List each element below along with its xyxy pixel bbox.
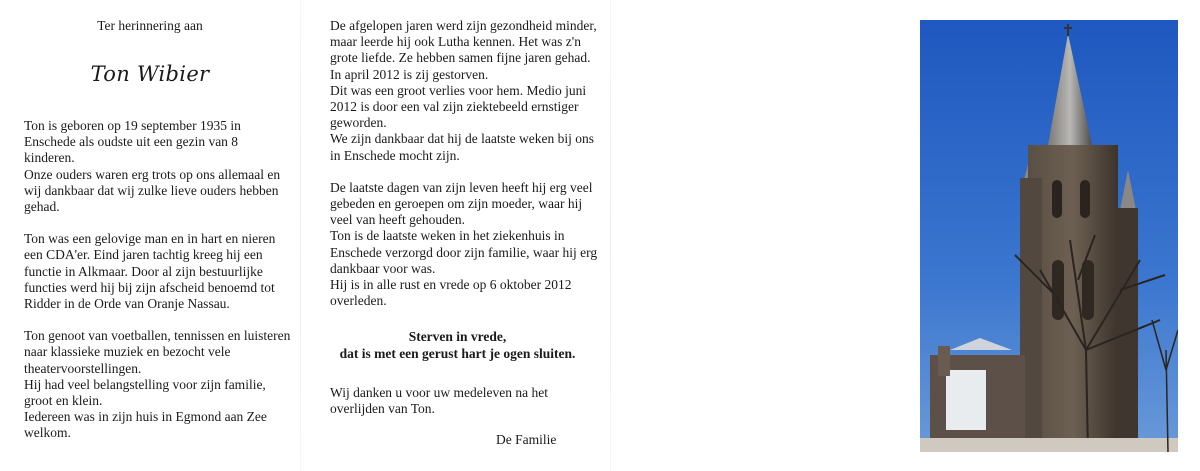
biography-left <box>24 118 292 458</box>
church-photo <box>920 20 1178 452</box>
quote-line: dat is met een gerust hart je ogen sluiten. <box>339 346 576 361</box>
intro-text: Ter herinnering aan <box>97 18 203 33</box>
quote-line: Sterven in vrede, <box>408 329 507 344</box>
fold-line <box>610 0 611 471</box>
signature: De Familie <box>496 432 557 447</box>
paragraph: Ton is geboren op 19 september 1935 in Enschede als oudste uit een gezin van 8 kinderen. Onze ouders waren erg trots op ons allemaal en wij dankbaar dat wij zulke lieve ouders hebben gehad. <box>24 118 281 215</box>
closing-quote <box>310 328 605 362</box>
paragraph: De afgelopen jaren werd zijn gezondheid minder, maar leerde hij ook Lutha kennen. Het was z'n grote liefde. Ze hebben samen fijne jaren gehad. In april 2012 is zij gestorven. Dit was een groot verlies voor hem. Medio juni 2012 is door een val zijn ziektebeeld ernstiger geworden. We zijn dankbaar dat hij de laatste weken bij ons in Enschede mocht zijn. <box>330 18 597 163</box>
thanks-text: Wij danken u voor uw medeleven na het overlijden van Ton. <box>330 385 549 417</box>
paragraph: De laatste dagen van zijn leven heeft hij erg veel gebeden en geroepen om zijn moeder, waar hij veel van heeft gehouden. Ton is de laatste weken in het ziekenhuis in Enschede verzorgd door zijn familie, waar hij erg dankbaar voor was. Hij is in alle rust en vrede op 6 oktober 2012 overleden. <box>330 179 598 309</box>
deceased-name: Ton Wibier <box>90 62 210 86</box>
biography-middle <box>330 18 600 325</box>
paragraph: Ton genoot van voetballen, tennissen en luisteren naar klassieke muziek en bezocht vele theatervoorstellingen. Hij had veel belangstelling voor zijn familie, groot en klein. Iedereen was in zijn huis in Egmond aan Zee welkom. <box>24 328 291 441</box>
fold-line <box>300 0 301 471</box>
church-tower-illustration <box>920 20 1178 452</box>
paragraph: Ton was een gelovige man en in hart en nieren een CDA'er. Eind jaren tachtig kreeg hij een functie in Alkmaar. Door al zijn bestuurlijke functies werd hij bij zijn afscheid benoemd tot Ridder in de Orde van Oranje Nassau. <box>24 231 276 312</box>
